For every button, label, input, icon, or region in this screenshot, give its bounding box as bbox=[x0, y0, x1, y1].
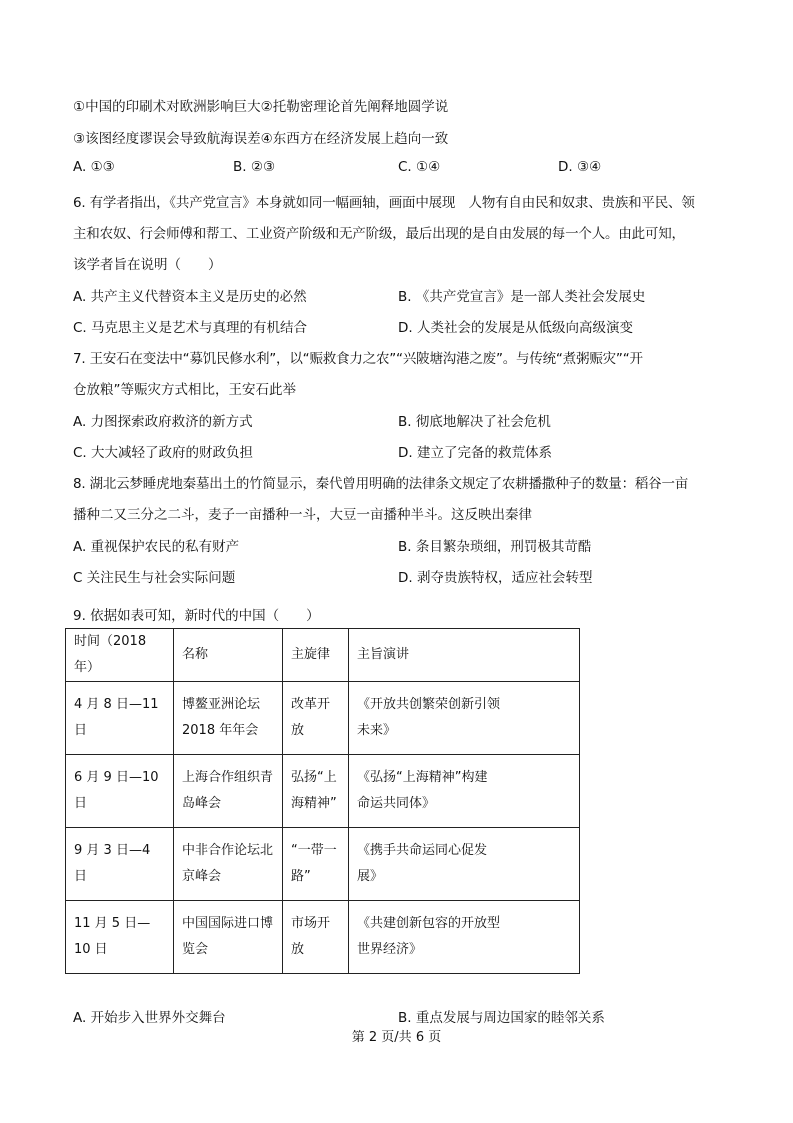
q9-stem: 9. 依据如表可知，新时代的中国（ ） bbox=[73, 608, 320, 624]
q6-option-a[interactable]: A. 共产主义代替资本主义是历史的必然 bbox=[73, 289, 307, 305]
cell-theme: 弘扬“上 海精神” bbox=[283, 755, 349, 828]
cell-speech: 《弘扬“上海精神”构建 命运共同体》 bbox=[349, 755, 580, 828]
table-row bbox=[66, 828, 580, 901]
q8-option-b[interactable]: B. 条目繁杂琐细，刑罚极其苛酷 bbox=[398, 539, 592, 555]
q5-option-a[interactable]: A. ①③ bbox=[73, 159, 115, 175]
cell-speech: 《携手共命运同心促发 展》 bbox=[349, 828, 580, 901]
q6-option-b[interactable]: B. 《共产党宣言》是一部人类社会发展史 bbox=[398, 289, 646, 305]
cell-time: 4 月 8 日—11 日 bbox=[66, 682, 174, 755]
cell-name: 博鳌亚洲论坛 2018 年年会 bbox=[174, 682, 283, 755]
q8-option-d[interactable]: D. 剥夺贵族特权，适应社会转型 bbox=[398, 570, 593, 586]
header-name: 名称 bbox=[174, 629, 283, 682]
cell-speech: 《共建创新包容的开放型 世界经济》 bbox=[349, 901, 580, 974]
q5-option-b[interactable]: B. ②③ bbox=[233, 159, 276, 175]
q5-option-c[interactable]: C. ①④ bbox=[398, 159, 441, 175]
q5-statement-line-1: ①中国的印刷术对欧洲影响巨大②托勒密理论首先阐释地圆学说 bbox=[73, 99, 449, 115]
table-row bbox=[66, 901, 580, 974]
q7-stem-line-2: 仓放粮”等赈灾方式相比，王安石此举 bbox=[73, 382, 296, 398]
q8-stem-line-2: 播种二又三分之二斗，麦子一亩播种一斗，大豆一亩播种半斗。这反映出秦律 bbox=[73, 507, 532, 523]
cell-name: 中国国际进口博 览会 bbox=[174, 901, 283, 974]
header-theme: 主旋律 bbox=[283, 629, 349, 682]
q8-stem-line-1: 8. 湖北云梦睡虎地秦墓出土的竹简显示，秦代曾用明确的法律条文规定了农耕播撒种子的数量：稻谷一亩 bbox=[73, 476, 689, 492]
q9-option-b[interactable]: B. 重点发展与周边国家的睦邻关系 bbox=[398, 1010, 605, 1026]
q7-stem-line-1: 7. 王安石在变法中“募饥民修水利”，以“赈救食力之农”“兴陂塘沟港之废”。与传统“煮粥赈灾”“开 bbox=[73, 351, 643, 367]
cell-theme: 改革开放 bbox=[283, 682, 349, 755]
q7-option-d[interactable]: D. 建立了完备的救荒体系 bbox=[398, 445, 552, 461]
header-speech: 主旨演讲 bbox=[349, 629, 580, 682]
cell-time: 11 月 5 日—10 日 bbox=[66, 901, 174, 974]
q5-statement-line-2: ③该图经度谬误会导致航海误差④东西方在经济发展上趋向一致 bbox=[73, 131, 449, 147]
cell-time: 9 月 3 日—4 日 bbox=[66, 828, 174, 901]
table-header-row bbox=[66, 629, 580, 682]
q7-option-c[interactable]: C. 大大减轻了政府的财政负担 bbox=[73, 445, 254, 461]
q6-option-c[interactable]: C. 马克思主义是艺术与真理的有机结合 bbox=[73, 320, 308, 336]
table-row bbox=[66, 682, 580, 755]
cell-theme: “一带一 路” bbox=[283, 828, 349, 901]
cell-theme: 市场开放 bbox=[283, 901, 349, 974]
page-number-footer: 第 2 页/共 6 页 bbox=[351, 1030, 442, 1045]
cell-time: 6 月 9 日—10 日 bbox=[66, 755, 174, 828]
q6-option-d[interactable]: D. 人类社会的发展是从低级向高级演变 bbox=[398, 320, 633, 336]
cell-name: 上海合作组织青 岛峰会 bbox=[174, 755, 283, 828]
table-row bbox=[66, 755, 580, 828]
q6-stem-line-3: 该学者旨在说明（ ） bbox=[73, 257, 222, 273]
q7-option-a[interactable]: A. 力图探索政府救济的新方式 bbox=[73, 414, 253, 430]
q8-option-a[interactable]: A. 重视保护农民的私有财产 bbox=[73, 539, 240, 555]
q7-option-b[interactable]: B. 彻底地解决了社会危机 bbox=[398, 414, 551, 430]
q6-stem-line-2: 主和农奴、行会师傅和帮工、工业资产阶级和无产阶级，最后出现的是自由发展的每一个人。由此可知， bbox=[73, 226, 685, 242]
q8-option-c[interactable]: C 关注民生与社会实际问题 bbox=[73, 570, 236, 586]
q9-option-a[interactable]: A. 开始步入世界外交舞台 bbox=[73, 1010, 226, 1026]
q9-events-table bbox=[65, 628, 580, 974]
q5-option-d[interactable]: D. ③④ bbox=[558, 159, 602, 175]
cell-name: 中非合作论坛北 京峰会 bbox=[174, 828, 283, 901]
header-time: 时间（2018 年） bbox=[66, 629, 174, 682]
cell-speech: 《开放共创繁荣创新引领 未来》 bbox=[349, 682, 580, 755]
q6-stem-line-1: 6. 有学者指出，《共产党宣言》本身就如同一幅画轴，画面中展现 人物有自由民和奴隶、贵族和平民、领 bbox=[73, 195, 695, 211]
